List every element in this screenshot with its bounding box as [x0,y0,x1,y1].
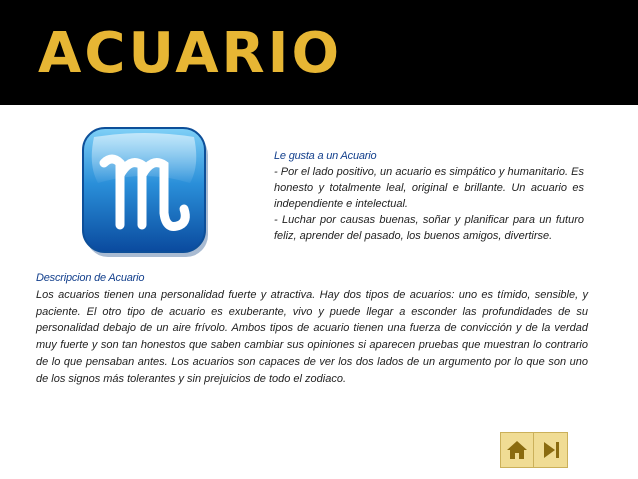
likes-section [274,148,584,244]
home-icon [505,438,529,462]
likes-heading: Le gusta a un Acuario [274,150,377,162]
description-heading: Descripcion de Acuario [36,272,145,284]
last-slide-button[interactable] [534,433,567,467]
aquarius-sign-icon [80,125,212,261]
description-section [36,270,588,388]
skip-to-end-icon [539,438,563,462]
navigation-buttons [500,432,568,468]
slide-title: ACUARIO [38,21,343,86]
title-bar [0,0,638,105]
likes-paragraph-2: - Luchar por causas buenas, soñar y planificar para un futuro feliz, aprender del pasado, los buenos amigos, divertirse. [274,214,584,242]
home-button[interactable] [501,433,534,467]
likes-paragraph-1: - Por el lado positivo, un acuario es simpático y humanitario. Es honesto y totalmente leal, original e brillante. Un acuario es independiente e intelectual. [274,166,584,210]
description-body: Los acuarios tienen una personalidad fuerte y atractiva. Hay dos tipos de acuarios: uno es tímido, sensible, y paciente. El otro tipo de acuario es exuberante, vivo y puede llegar a esconder las profundidades de su personalidad debajo de un aire frívolo. Ambos tipos de acuario tienen una fuerza de convicción y de la verdad muy fuerte y son tan honestos que saben cambiar sus opiniones si aparecen pruebas que muestran lo contrario de lo que pensaban antes. Los acuarios son capaces de ver los dos lados de un argumento por lo que son uno de los signos más tolerantes y sin prejuicios de todo el zodiaco. [36,288,588,385]
